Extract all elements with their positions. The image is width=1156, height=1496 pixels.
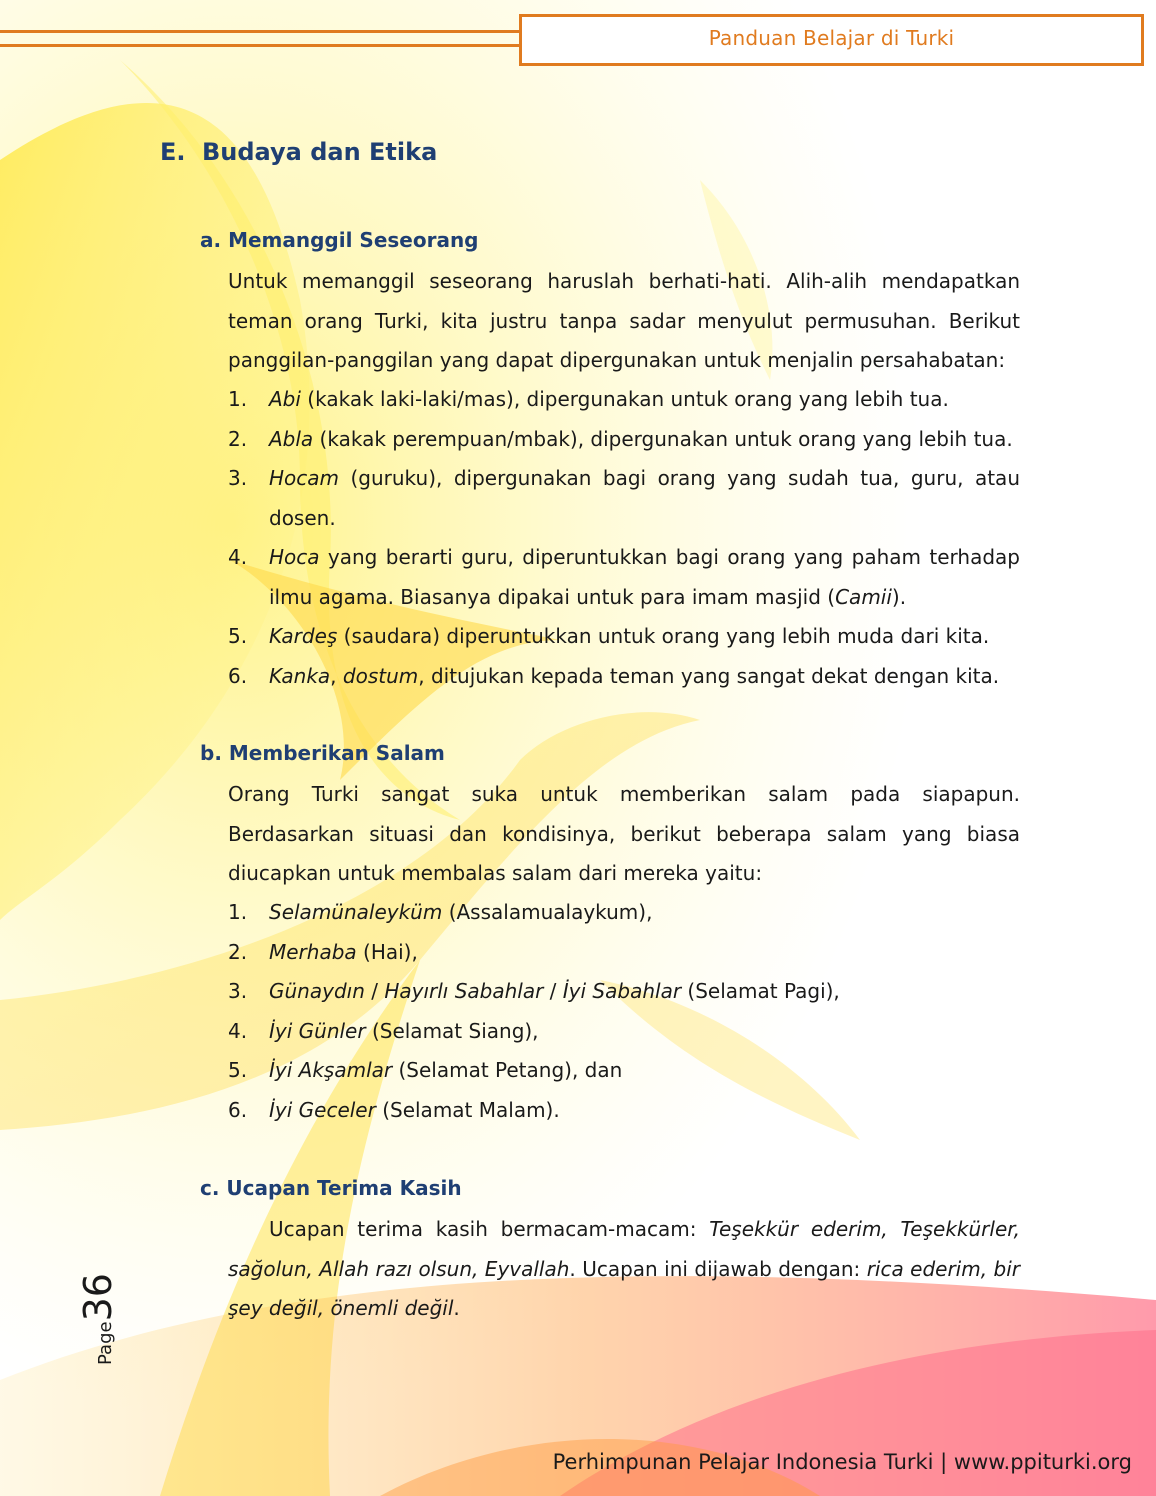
list-term: Merhaba: [269, 939, 357, 964]
list-text: ,: [330, 663, 343, 688]
list-term: Hayırlı Sabahlar: [384, 979, 544, 1003]
list-text: (kakak perempuan/mbak), dipergunakan untuk orang yang lebih tua.: [313, 426, 1013, 451]
list-text: (Selamat Pagi),: [681, 979, 840, 1003]
list-text: /: [364, 979, 385, 1003]
list-text: (Selamat Siang),: [365, 1018, 539, 1043]
list-term: Hoca: [269, 545, 320, 569]
list-a: [228, 380, 1020, 696]
list-text: (Assalamualaykum),: [442, 900, 653, 924]
list-number: 2.: [228, 426, 248, 451]
list-term: Abi: [269, 387, 301, 411]
list-number: 3.: [228, 979, 248, 1003]
list-item: [228, 1091, 1020, 1131]
list-number: 5.: [228, 624, 248, 648]
paragraph-italic: Teşekkür ederim, Teşekkürler, sağolun, Allah razı olsun, Eyvallah: [228, 1217, 1021, 1281]
list-number: 6.: [228, 663, 248, 688]
subheading-a: a. Memanggil Seseorang: [200, 228, 479, 252]
list-b: [228, 893, 1020, 1130]
list-number: 1.: [228, 387, 248, 411]
list-number: 4.: [228, 545, 248, 569]
paragraph-text: .: [453, 1296, 460, 1320]
paragraph-c: [228, 1210, 1020, 1329]
list-number: 3.: [228, 466, 248, 490]
list-item: [228, 933, 1020, 973]
list-text: , ditujukan kepada teman yang sangat dekat dengan kita.: [418, 663, 1000, 688]
list-item: [228, 420, 1020, 460]
subheading-letter: a: [200, 228, 214, 252]
list-number: 6.: [228, 1097, 248, 1122]
list-text: (Selamat Malam).: [375, 1097, 560, 1122]
list-term: Kanka: [269, 663, 331, 688]
header-rule-bottom: [0, 44, 521, 47]
list-item: [228, 657, 1020, 697]
list-number: 5.: [228, 1058, 248, 1082]
page-number-value: 36: [76, 1273, 120, 1322]
list-number: 1.: [228, 900, 248, 924]
list-term: İyi Geceler: [269, 1097, 376, 1122]
subheading-b: b. Memberikan Salam: [200, 741, 445, 765]
paragraph-text: . Ucapan ini dijawab dengan:: [569, 1256, 867, 1281]
list-term: İyi Sabahlar: [562, 979, 682, 1003]
list-text: /: [543, 979, 563, 1003]
list-term: İyi Günler: [269, 1018, 366, 1043]
list-text: yang berarti guru, diperuntukkan bagi orang yang paham terhadap ilmu agama. Biasanya dipakai untuk para imam masjid (: [269, 545, 1020, 609]
list-item: [228, 380, 1020, 420]
list-text: (Selamat Petang), dan: [392, 1058, 623, 1082]
paragraph-a-intro: Untuk memanggil seseorang haruslah berhati-hati. Alih-alih mendapatkan teman orang Turki, kita justru tanpa sadar menyulut permusuhan. Berikut panggilan-panggilan yang dapat dipergunakan untuk menjalin persahabatan:: [228, 269, 1020, 372]
list-text: (guruku), dipergunakan bagi orang yang sudah tua, guru, atau dosen.: [269, 466, 1020, 530]
list-term: Kardeş: [269, 624, 338, 648]
list-item: [228, 538, 1020, 617]
page-label: Page: [95, 1321, 116, 1365]
list-term: Selamünaleyküm: [269, 900, 443, 924]
list-item: [228, 1012, 1020, 1052]
section-heading: [160, 138, 437, 166]
footer-text: Perhimpunan Pelajar Indonesia Turki | www.ppiturki.org: [552, 1450, 1132, 1474]
list-item: [228, 617, 1020, 657]
subheading-title: Memberikan Salam: [228, 741, 445, 765]
header-rule-top: [0, 30, 521, 33]
list-term: Günaydın: [269, 979, 365, 1003]
list-item: [228, 972, 1020, 1012]
page-number: [28, 1265, 138, 1375]
subheading-letter: b: [200, 741, 215, 765]
subheading-title: Memanggil Seseorang: [228, 228, 479, 252]
list-number: 4.: [228, 1018, 248, 1043]
subheading-letter: c: [200, 1176, 212, 1200]
list-item: [228, 459, 1020, 538]
list-item: [228, 893, 1020, 933]
subheading-c: c. Ucapan Terima Kasih: [200, 1176, 462, 1200]
section-letter: E.: [160, 138, 186, 166]
list-term: Hocam: [269, 466, 340, 490]
list-text: (kakak laki-laki/mas), dipergunakan untuk orang yang lebih tua.: [300, 387, 949, 411]
paragraph-text: Ucapan terima kasih bermacam-macam:: [269, 1217, 710, 1241]
paragraph-b-intro: Orang Turki sangat suka untuk memberikan salam pada siapapun. Berdasarkan situasi dan kondisinya, berikut beberapa salam yang biasa diucapkan untuk membalas salam dari mereka yaitu:: [228, 782, 1020, 885]
subheading-title: Ucapan Terima Kasih: [226, 1176, 462, 1200]
header-title: Panduan Belajar di Turki: [708, 26, 955, 50]
list-term: Camii: [835, 584, 892, 609]
list-item: [228, 1051, 1020, 1091]
list-text: (saudara) diperuntukkan untuk orang yang lebih muda dari kita.: [337, 624, 990, 648]
paragraph-italic: rica ederim, bir şey değil, önemli değil: [228, 1256, 1020, 1320]
list-text: (Hai),: [356, 939, 418, 964]
section-title: Budaya dan Etika: [202, 138, 438, 166]
list-term: dostum: [342, 663, 419, 688]
list-text: ).: [891, 584, 907, 609]
list-term: İyi Akşamlar: [269, 1058, 393, 1082]
list-term: Abla: [269, 426, 314, 451]
list-number: 2.: [228, 939, 248, 964]
